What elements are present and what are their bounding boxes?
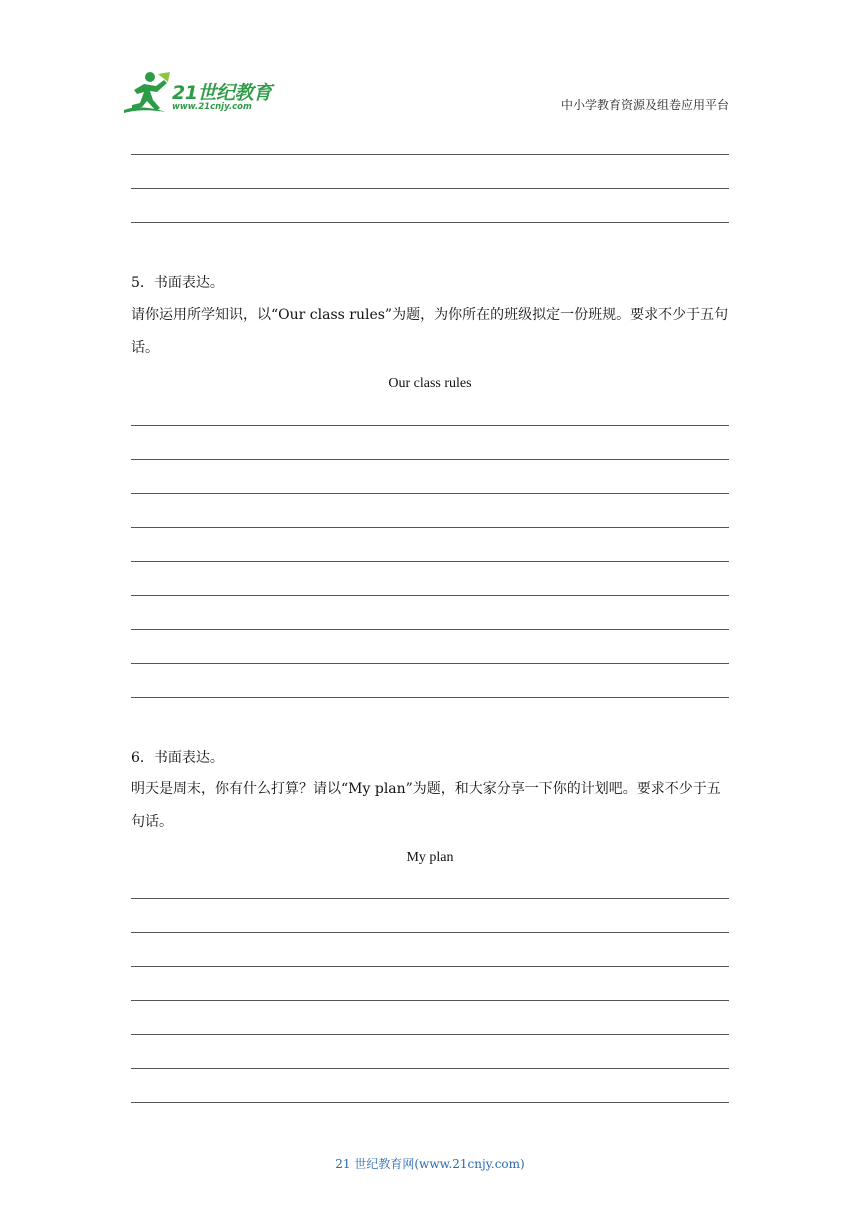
answer-line [131, 1034, 729, 1035]
site-logo [120, 68, 295, 116]
answer-line [131, 595, 729, 596]
logo-text: 21世纪教育 [172, 82, 272, 104]
answer-line [131, 932, 729, 933]
answer-line [131, 222, 729, 223]
logo-url: www.21cnjy.com [172, 102, 252, 112]
question-number: 6．书面表达。 [131, 750, 224, 766]
footer-link[interactable]: 21 世纪教育网(www.21cnjy.com) [335, 1157, 525, 1171]
answer-line [131, 561, 729, 562]
question-prompt: 明天是周末，你有什么打算？请以“My plan”为题，和大家分享一下你的计划吧。要求不少于五句话。 [131, 781, 721, 830]
answer-line [131, 966, 729, 967]
answer-line [131, 1102, 729, 1103]
answer-line [131, 459, 729, 460]
platform-tagline: 中小学教育资源及组卷应用平台 [560, 98, 729, 112]
answer-line [131, 425, 729, 426]
answer-line [131, 1000, 729, 1001]
answer-line [131, 1068, 729, 1069]
answer-line [131, 154, 729, 155]
answer-line [131, 697, 729, 698]
essay-title: My plan [406, 850, 454, 865]
essay-title: Our class rules [388, 376, 472, 391]
running-man-icon [120, 70, 172, 114]
answer-line [131, 188, 729, 189]
answer-line [131, 663, 729, 664]
question-prompt: 请你运用所学知识，以“Our class rules”为题，为你所在的班级拟定一份班规。要求不少于五句话。 [131, 307, 729, 356]
answer-line [131, 629, 729, 630]
answer-line [131, 898, 729, 899]
answer-line [131, 527, 729, 528]
question-number: 5．书面表达。 [131, 275, 224, 291]
answer-line [131, 493, 729, 494]
